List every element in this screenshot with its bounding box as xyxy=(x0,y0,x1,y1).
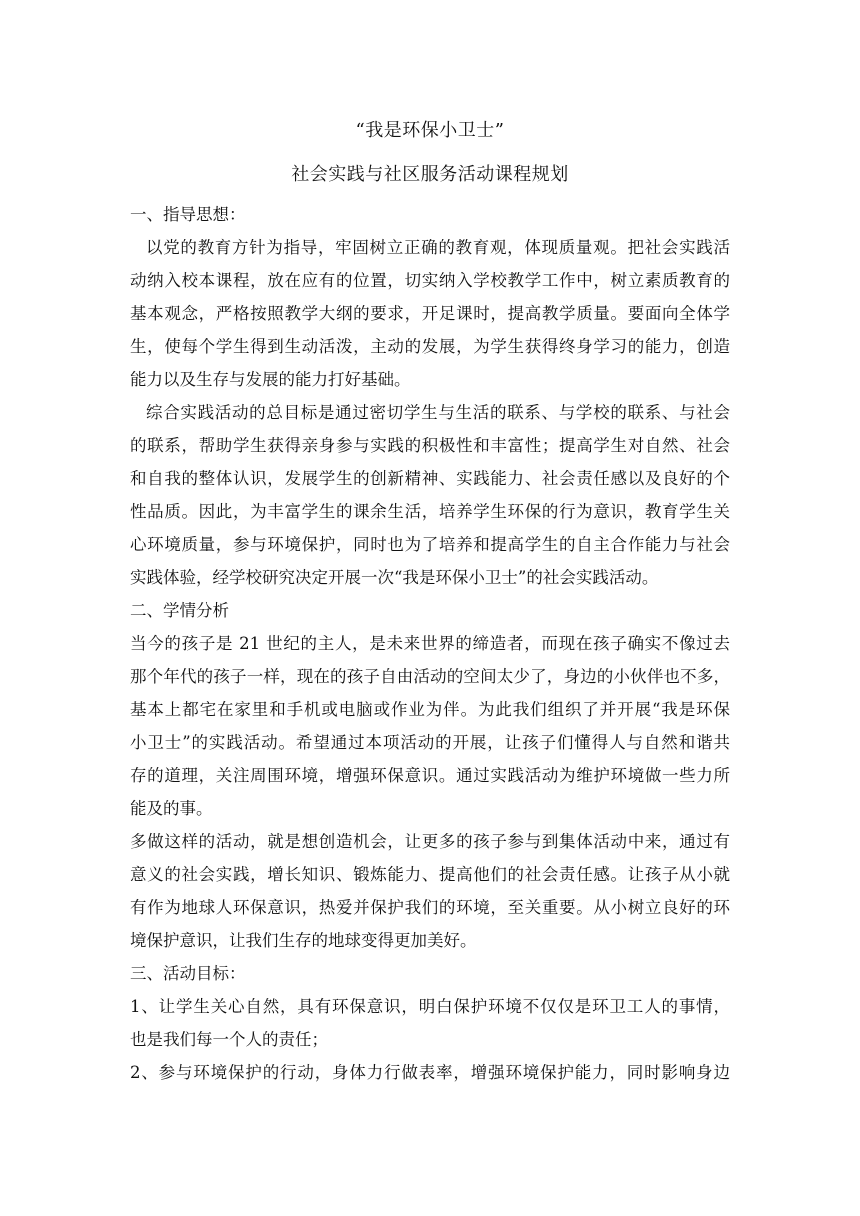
text-line: 性品质。因此，为丰富学生的课余生活，培养学生环保的行为意识，教育学生关 xyxy=(130,502,730,521)
text-line: 能及的事。 xyxy=(130,799,213,818)
document-title: “我是环保小卫士” xyxy=(355,120,505,141)
text-line: 意义的社会实践，增长知识、锻炼能力、提高他们的社会责任感。让孩子从小就 xyxy=(130,865,730,884)
text-line: 境保护意识，让我们生存的地球变得更加美好。 xyxy=(130,931,477,950)
text-line: 综合实践活动的总目标是通过密切学生与生活的联系、与学校的联系、与社会 xyxy=(146,403,730,422)
text-line: 也是我们每一个人的责任； xyxy=(130,1030,328,1049)
text-line: 那个年代的孩子一样，现在的孩子自由活动的空间太少了，身边的小伙伴也不多， xyxy=(130,667,730,686)
text-line: 当今的孩子是 21 世纪的主人，是未来世界的缔造者，而现在孩子确实不像过去 xyxy=(130,634,730,653)
text-line: 三、活动目标： xyxy=(130,964,246,983)
text-line: 的联系，帮助学生获得亲身参与实践的积极性和丰富性；提高学生对自然、社会 xyxy=(130,436,730,455)
text-line: 生，使每个学生得到生动活泼，主动的发展，为学生获得终身学习的能力，创造 xyxy=(130,337,730,356)
text-line: 能力以及生存与发展的能力打好基础。 xyxy=(130,370,411,389)
text-line: 1、让学生关心自然，具有环保意识，明白保护环境不仅仅是环卫工人的事情， xyxy=(130,997,730,1016)
text-line: 以党的教育方针为指导，牢固树立正确的教育观，体现质量观。把社会实践活 xyxy=(146,238,730,257)
text-line: 基本观念，严格按照教学大纲的要求，开足课时，提高教学质量。要面向全体学 xyxy=(130,304,730,323)
document-subtitle: 社会实践与社区服务活动课程规划 xyxy=(291,164,569,185)
text-line: 一、指导思想： xyxy=(130,205,246,224)
text-line: 2、参与环境保护的行动，身体力行做表率，增强环境保护能力，同时影响身边 xyxy=(130,1063,730,1082)
text-line: 基本上都宅在家里和手机或电脑或作业为伴。为此我们组织了并开展“我是环保 xyxy=(130,700,730,719)
text-line: 实践体验，经学校研究决定开展一次“我是环保小卫士”的社会实践活动。 xyxy=(130,568,659,587)
text-line: 多做这样的活动，就是想创造机会，让更多的孩子参与到集体活动中来，通过有 xyxy=(130,832,730,851)
text-line: 和自我的整体认识，发展学生的创新精神、实践能力、社会责任感以及良好的个 xyxy=(130,469,730,488)
text-line: 小卫士”的实践活动。希望通过本项活动的开展，让孩子们懂得人与自然和谐共 xyxy=(130,733,730,752)
text-line: 心环境质量，参与环境保护，同时也为了培养和提高学生的自主合作能力与社会 xyxy=(130,535,730,554)
text-line: 有作为地球人环保意识，热爱并保护我们的环境，至关重要。从小树立良好的环 xyxy=(130,898,730,917)
text-line: 二、学情分析 xyxy=(130,601,229,620)
document-body xyxy=(130,198,730,1089)
text-line: 动纳入校本课程，放在应有的位置，切实纳入学校教学工作中，树立素质教育的 xyxy=(130,271,730,290)
text-line: 存的道理，关注周围环境，增强环保意识。通过实践活动为维护环境做一些力所 xyxy=(130,766,730,785)
